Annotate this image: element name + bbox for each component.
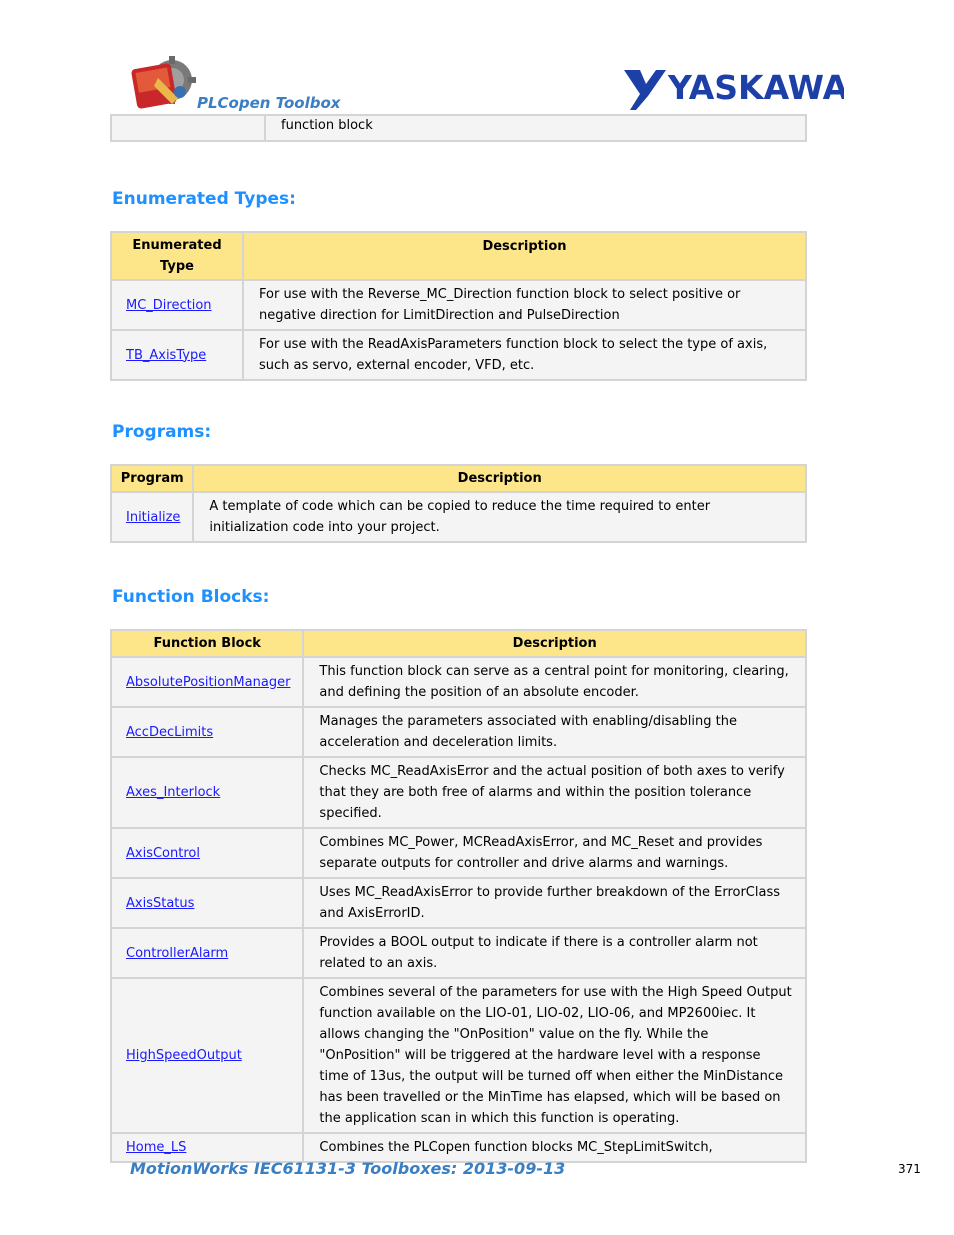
table-row (111, 828, 806, 878)
column-header: Enumerated Type (111, 232, 243, 280)
page-number: 371 (898, 1162, 921, 1176)
footer-title: MotionWorks IEC61131-3 Toolboxes: 2013-09-13 (130, 1159, 566, 1178)
column-header: Program (111, 465, 193, 492)
table-header-row (111, 232, 806, 280)
function-block-link[interactable]: AbsolutePositionManager (126, 674, 291, 690)
name-cell (111, 280, 243, 330)
table-row (111, 1133, 806, 1162)
enum-link[interactable]: TB_AxisType (126, 347, 207, 363)
name-cell (111, 978, 303, 1133)
table-row (111, 115, 806, 141)
table-row (111, 492, 806, 542)
function-blocks-heading: Function Blocks: (112, 587, 270, 607)
description-cell: Checks MC_ReadAxisError and the actual position of both axes to verify that they are both free of alarms and within the position tolerance specified. (303, 757, 806, 828)
description-cell: For use with the Reverse_MC_Direction function block to select positive or negative direction for LimitDirection and PulseDirection (243, 280, 806, 330)
name-cell (111, 492, 193, 542)
table-row (111, 707, 806, 757)
column-header: Function Block (111, 630, 303, 657)
description-cell: A template of code which can be copied to reduce the time required to enter initialization code into your project. (193, 492, 806, 542)
function-block-link[interactable]: AxisStatus (126, 895, 195, 911)
description-cell: Combines several of the parameters for use with the High Speed Output function available on the LIO-01, LIO-02, LIO-06, and MP2600iec. It allows changing the "OnPosition" value on the fly. While the "OnPosition" will be triggered at the hardware level with a response time of 13us, the output will be turned off when either the MinDistance has been travelled or the MinTime has elapsed, which will be based on the application scan in which this function is operating. (303, 978, 806, 1133)
function-block-link[interactable]: ControllerAlarm (126, 945, 229, 961)
table-row (111, 657, 806, 707)
program-link[interactable]: Initialize (126, 509, 181, 525)
description-cell: Provides a BOOL output to indicate if there is a controller alarm not related to an axis. (303, 928, 806, 978)
enumerated-types-table (110, 231, 807, 381)
brand-text: YASKAWA (668, 68, 844, 107)
name-cell (111, 928, 303, 978)
continuation-table (110, 114, 807, 142)
name-cell (111, 1133, 303, 1162)
toolbox-title: PLCopen Toolbox (197, 94, 341, 112)
programs-table (110, 464, 807, 543)
column-header: Description (243, 232, 806, 280)
table-row (111, 330, 806, 380)
name-cell (111, 657, 303, 707)
table-header-row (111, 630, 806, 657)
description-cell: Uses MC_ReadAxisError to provide further breakdown of the ErrorClass and AxisErrorID. (303, 878, 806, 928)
description-cell: Combines the PLCopen function blocks MC_StepLimitSwitch, (303, 1133, 806, 1162)
function-block-link[interactable]: Home_LS (126, 1140, 187, 1155)
column-header: Description (193, 465, 806, 492)
function-block-link[interactable]: AxisControl (126, 845, 200, 861)
name-cell (111, 757, 303, 828)
enumerated-types-heading: Enumerated Types: (112, 189, 296, 209)
table-header-row (111, 465, 806, 492)
name-cell (111, 828, 303, 878)
column-header: Description (303, 630, 806, 657)
enum-link[interactable]: MC_Direction (126, 297, 212, 313)
table-row (111, 757, 806, 828)
function-block-link[interactable]: Axes_Interlock (126, 785, 221, 800)
name-cell (111, 707, 303, 757)
name-cell (111, 878, 303, 928)
programs-heading: Programs: (112, 422, 212, 442)
function-block-link[interactable]: HighSpeedOutput (126, 1048, 242, 1063)
description-cell: Manages the parameters associated with enabling/disabling the acceleration and deceleration limits. (303, 707, 806, 757)
name-cell (111, 115, 265, 141)
function-blocks-table (110, 629, 807, 1163)
description-cell: For use with the ReadAxisParameters function block to select the type of axis, such as servo, external encoder, VFD, etc. (243, 330, 806, 380)
description-cell: function block (265, 115, 806, 141)
plcopen-logo (128, 56, 198, 112)
description-cell: Combines MC_Power, MCReadAxisError, and MC_Reset and provides separate outputs for controller and drive alarms and warnings. (303, 828, 806, 878)
description-cell: This function block can serve as a central point for monitoring, clearing, and defining the position of an absolute encoder. (303, 657, 806, 707)
table-row (111, 878, 806, 928)
table-row (111, 978, 806, 1133)
name-cell (111, 330, 243, 380)
function-block-link[interactable]: AccDecLimits (126, 724, 214, 740)
table-row (111, 928, 806, 978)
yaskawa-logo (622, 66, 844, 112)
table-row (111, 280, 806, 330)
